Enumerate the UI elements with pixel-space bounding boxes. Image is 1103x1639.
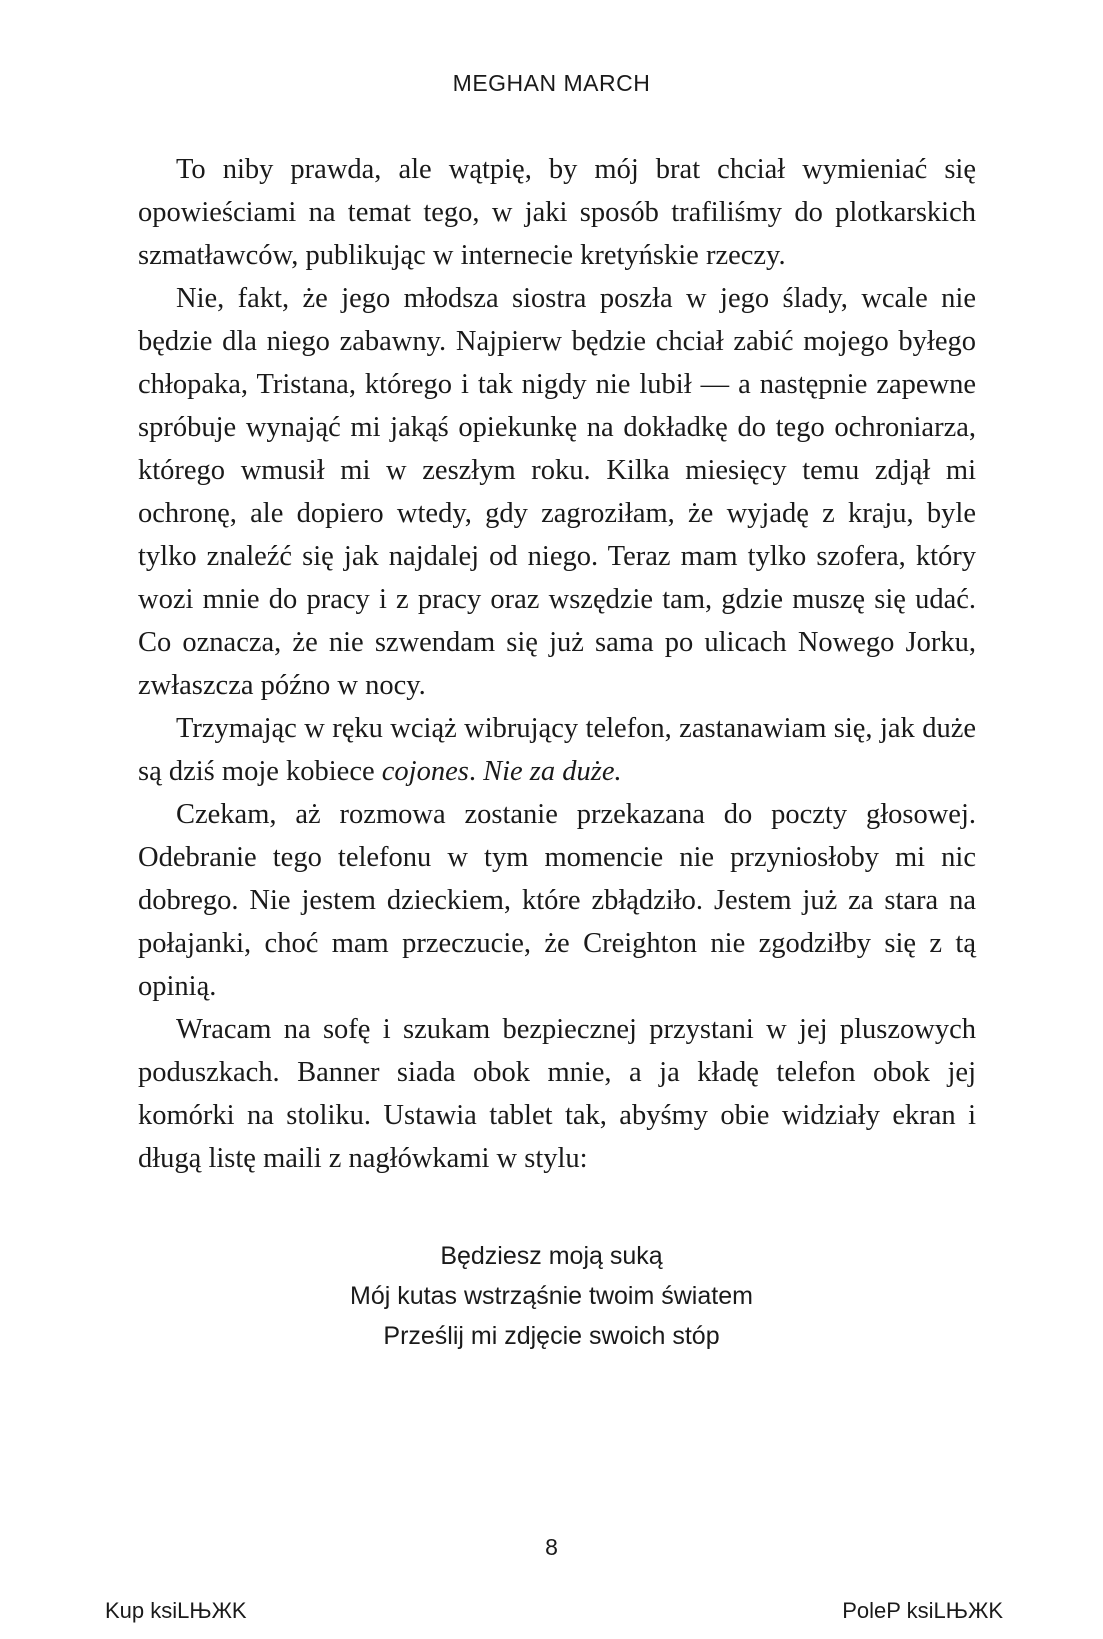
paragraph-4: Czekam, aż rozmowa zostanie przekazana do poczty głosowej. Odebranie tego telefonu w tym momencie nie przyniosłoby mi nic dobrego. Nie jestem dzieckiem, które zbłądziło. Jestem już za stara na połajanki, choć mam przeczucie, że Creighton nie zgodziłby się z tą opinią.: [138, 799, 976, 1002]
footer-left: [105, 1598, 247, 1624]
buy-book-link[interactable]: Kup ksiLЊЖK: [105, 1598, 247, 1623]
email-subject: Mój kutas wstrząśnie twoim światem: [350, 1282, 753, 1310]
email-subject: Prześlij mi zdjęcie swoich stóp: [383, 1322, 720, 1350]
paragraph-1: To niby prawda, ale wątpię, by mój brat chciał wymieniać się opowieściami na temat tego, w jaki sposób trafiliśmy do plotkarskich szmatławców, publikując w internecie kretyńskie rzeczy.: [138, 154, 976, 271]
paragraph-2: Nie, fakt, że jego młodsza siostra poszła w jego ślady, wcale nie będzie dla niego zabawny. Najpierw będzie chciał zabić mojego byłego chłopaka, Tristana, którego i tak nigdy nie lubił — a następnie zapewne spróbuje wynająć mi jakąś opiekunkę na dokładkę do tego ochroniarza, którego wmusił mi w zeszłym roku. Kilka miesięcy temu zdjął mi ochronę, ale dopiero wtedy, gdy zagroziłam, że wyjadę z kraju, byle tylko znaleźć się jak najdalej od niego. Teraz mam tylko szofera, który wozi mnie do pracy i z pracy oraz wszędzie tam, gdzie muszę się udać. Co oznacza, że nie szwendam się już sama po ulicach Nowego Jorku, zwłaszcza późno w nocy.: [138, 283, 976, 701]
paragraph-3: [138, 707, 976, 793]
paragraph-5: Wracam na sofę i szukam bezpiecznej przystani w jej pluszowych poduszkach. Banner siada obok mnie, a ja kładę telefon obok jej komórki na stoliku. Ustawia tablet tak, abyśmy obie widziały ekran i długą listę maili z nagłówkami w stylu:: [138, 1014, 976, 1174]
running-header: [0, 70, 1103, 97]
body-text: [138, 148, 976, 1180]
footer-right: [842, 1598, 1003, 1624]
paragraph-3-italic-nie-za-duze: Nie za duże.: [483, 756, 622, 787]
header-author: MEGHAN MARCH: [452, 70, 651, 96]
email-subject-list: [0, 1236, 1103, 1356]
paragraph-3-italic-cojones: cojones: [381, 756, 469, 787]
recommend-book-link[interactable]: PoleP ksiLЊЖK: [842, 1598, 1003, 1623]
paragraph-3-punct: .: [468, 756, 484, 787]
page-number: 8: [545, 1534, 558, 1560]
paragraph-3-text: Trzymając w ręku wciąż wibrujący telefon, zastanawiam się, jak duże są dziś moje kobiece: [138, 713, 976, 787]
email-subject: Będziesz moją suką: [440, 1242, 663, 1270]
